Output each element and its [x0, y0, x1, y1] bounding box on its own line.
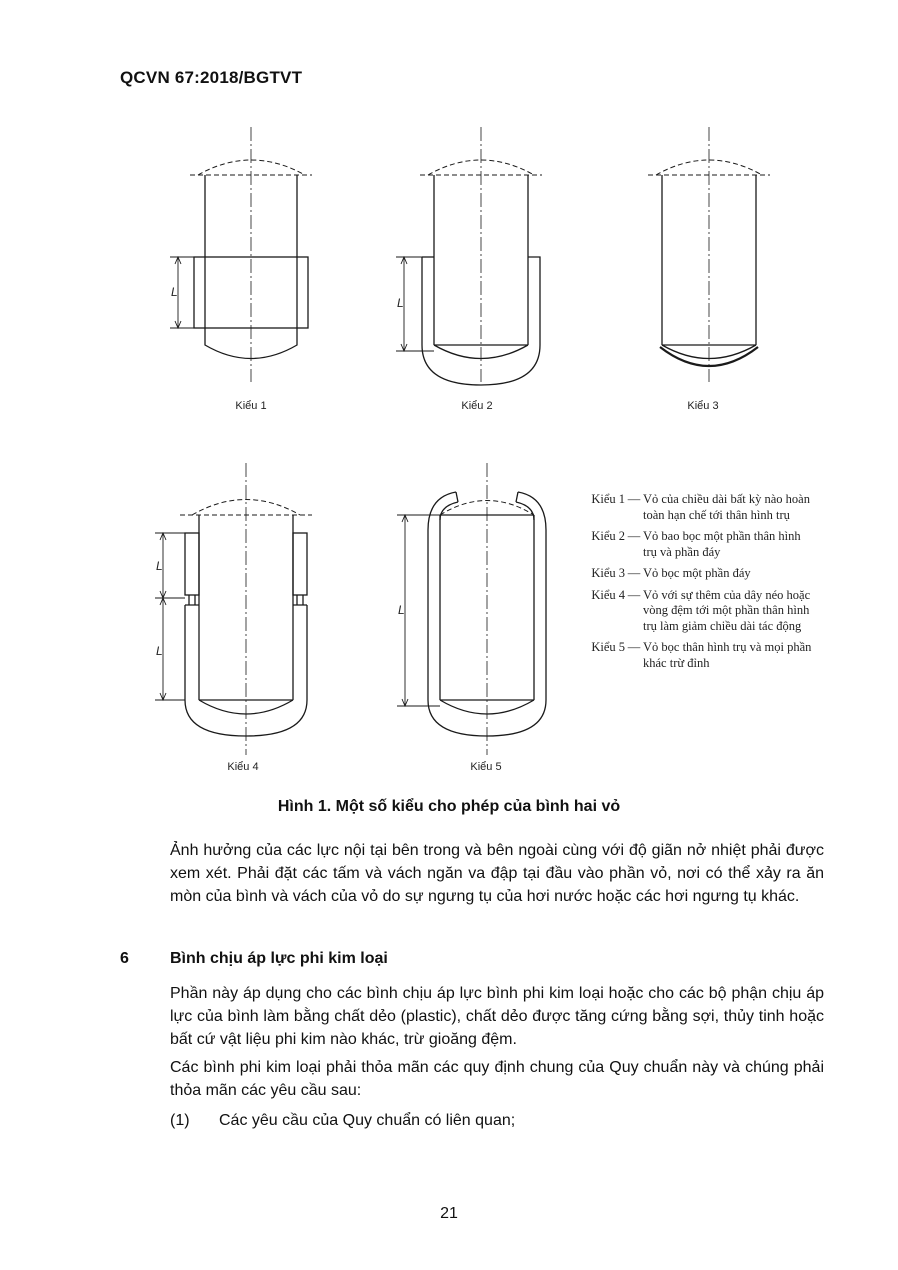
- list-item-text: Các yêu cầu của Quy chuẩn có liên quan;: [219, 1112, 516, 1129]
- legend-key: Kiểu 5: [591, 640, 625, 654]
- vessel-type-4-drawing: [155, 463, 312, 755]
- type-label-4: Kiểu 4: [227, 761, 259, 773]
- legend-text: Vỏ bọc thân hình trụ và mọi phần khác trừ đỉnh: [643, 640, 812, 670]
- dimension-label: L: [398, 603, 405, 617]
- legend-key: Kiểu 3: [591, 566, 625, 580]
- page-number: 21: [440, 1205, 458, 1222]
- body-paragraph: Ảnh hưởng của các lực nội tại bên trong và bên ngoài cùng với độ giãn nở nhiệt phải được xem xét. Phải đặt các tấm và vách ngăn va đập tại đầu vào phần vỏ, nơi có thể xảy ra ăn mòn của bình và vách của vỏ do sự ngưng tụ của hơi nước hoặc các hơi ngưng tụ khác.: [170, 842, 824, 905]
- type-label-1: Kiểu 1: [235, 400, 267, 412]
- document-header: QCVN 67:2018/BGTVT: [120, 68, 303, 87]
- list-item-number: (1): [170, 1112, 190, 1129]
- legend-item: Kiểu 3 — Vỏ bọc một phần đáy: [584, 566, 824, 582]
- legend-item: Kiểu 2 — Vỏ bao bọc một phần thân hình trụ và phần đáy: [584, 529, 824, 560]
- legend-text: Vỏ của chiều dài bất kỳ nào hoàn toàn hạn chế tới thân hình trụ: [643, 492, 810, 522]
- type-label-2: Kiểu 2: [461, 400, 493, 412]
- section-paragraph: Phần này áp dụng cho các bình chịu áp lực bình phi kim loại hoặc cho các bộ phận chịu áp lực của bình làm bằng chất dẻo (plastic), chất dẻo được tăng cứng bằng sợi, thủy tinh hoặc bất cứ vật liệu phi kim nào khác, trừ gioăng đệm.: [170, 985, 824, 1048]
- dimension-label: L: [397, 296, 404, 310]
- legend-text: Vỏ bao bọc một phần thân hình trụ và phần đáy: [643, 529, 801, 559]
- dimension-label: L: [156, 644, 163, 658]
- legend-text: Vỏ bọc một phần đáy: [643, 566, 751, 580]
- type-label-3: Kiểu 3: [687, 400, 719, 412]
- figure-caption: Hình 1. Một số kiểu cho phép của bình hai vỏ: [277, 798, 621, 815]
- legend-text: Vỏ với sự thêm của dây néo hoặc vòng đệm tới một phần thân hình trụ làm giảm chiều dài tác động: [643, 587, 811, 633]
- section-paragraph: Các bình phi kim loại phải thỏa mãn các quy định chung của Quy chuẩn này và chúng phải thỏa mãn các yêu cầu sau:: [170, 1059, 824, 1099]
- legend-key: Kiểu 1: [591, 492, 625, 506]
- section-number: 6: [120, 950, 129, 967]
- legend-item: Kiểu 5 — Vỏ bọc thân hình trụ và mọi phần khác trừ đỉnh: [584, 640, 824, 671]
- dimension-label: L: [171, 285, 178, 299]
- legend-item: Kiểu 1 — Vỏ của chiều dài bất kỳ nào hoàn toàn hạn chế tới thân hình trụ: [584, 492, 824, 523]
- legend-key: Kiểu 4: [591, 587, 625, 602]
- legend-item: Kiểu 4 — Vỏ với sự thêm của dây néo hoặc vòng đệm tới một phần thân hình trụ làm giảm chiều dài tác động: [584, 588, 824, 635]
- section-title: Bình chịu áp lực phi kim loại: [170, 950, 388, 967]
- vessel-type-5-drawing: [397, 463, 546, 755]
- vessel-type-1-drawing: [170, 127, 312, 382]
- figure-legend: [584, 492, 824, 677]
- legend-key: Kiểu 2: [591, 529, 625, 543]
- dimension-label: L: [156, 559, 163, 573]
- vessel-type-2-drawing: [396, 127, 542, 385]
- vessel-type-3-drawing: [648, 127, 770, 382]
- type-label-5: Kiểu 5: [470, 761, 502, 773]
